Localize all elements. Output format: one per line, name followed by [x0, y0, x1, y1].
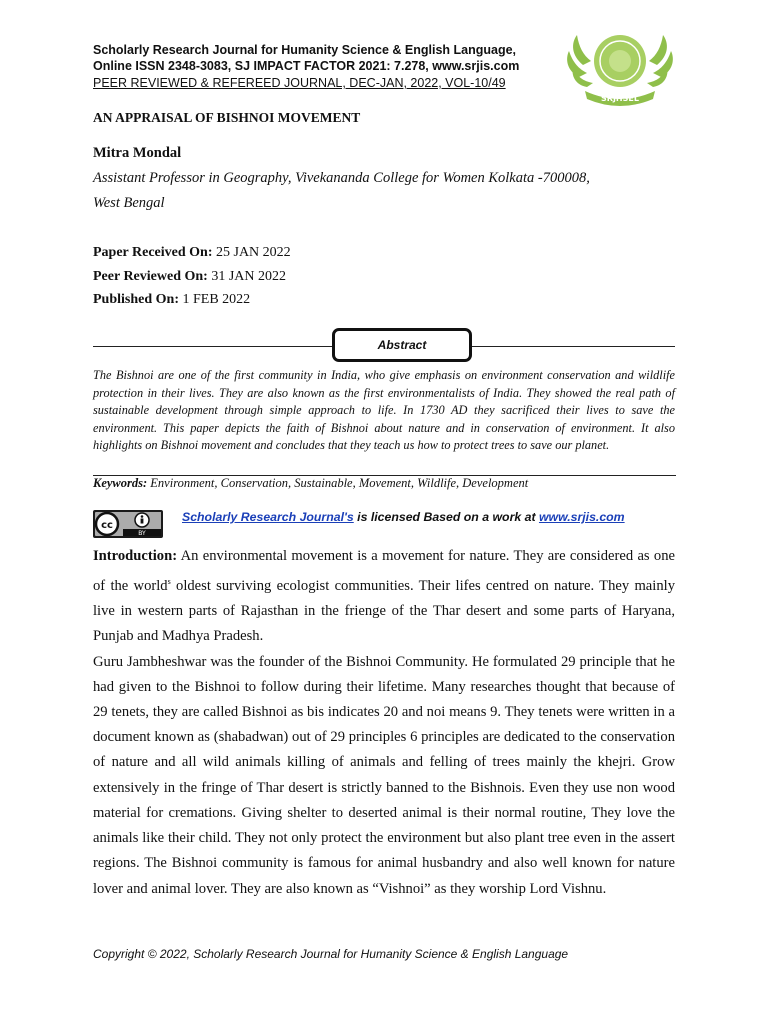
copyright-footer: Copyright © 2022, Scholarly Research Journal for Humanity Science & English Language [93, 947, 569, 961]
abstract-heading: Abstract [332, 328, 472, 362]
body-paragraph: Guru Jambheshwar was the founder of the Bishnoi Community. He formulated 29 principle that he had given to the Bishnoi to follow during their lifetime. Many researches thought that because of 29 tenets, they are called Bishnoi as bis indicates 20 and noi means 9. They tenets were written in a document known as (shabadwan) out of 29 principles 6 principles are dedicated to the conservation of nature and all wild animals killing of animals and felling of trees mainly the khejri. Grow extensively in the fringe of Thar desert is strictly banned to the Bishnois. Even they use non wood material for cremations. Giving shelter to deserted animal is their normal routine, They love the animals like their child. They not only protect the environment but also plant tree even in the assert regions. The Bishnoi community is famous for animal husbandry and also well known for nature lover and animal lover. They are also known as “Vishnoi” as they worship Lord Vishnu. [93, 653, 675, 897]
journal-volume: PEER REVIEWED & REFEREED JOURNAL, DEC-JAN, 2022, VOL-10/49 [93, 76, 506, 90]
paper-title: AN APPRAISAL OF BISHNOI MOVEMENT [93, 110, 361, 125]
published-date: Published On: 1 FEB 2022 [93, 292, 251, 307]
cc-by-license-icon[interactable] [93, 510, 163, 538]
abstract-divider-right [472, 346, 675, 347]
reviewed-date: Peer Reviewed On: 31 JAN 2022 [93, 269, 286, 284]
cc-text: cc [101, 520, 113, 531]
license-statement: Scholarly Research Journal's is licensed Based on a work at www.srjis.com [182, 510, 625, 524]
keywords: Keywords: Environment, Conservation, Sustainable, Movement, Wildlife, Development [93, 476, 529, 490]
journal-seal-logo [565, 25, 675, 110]
author-affiliation-line1: Assistant Professor in Geography, Vivekananda College for Women Kolkata -700008, [93, 170, 590, 186]
author-affiliation-line2: West Bengal [93, 195, 165, 211]
received-date: Paper Received On: 25 JAN 2022 [93, 245, 291, 260]
abstract-text: The Bishnoi are one of the first community in India, who give emphasis on environment conservation and wildlife protection in their lives. They are also known as the first environmentalists of India. They showed the real path of sustainable development through simple approach to life. In 1730 AD they sacrificed their lives to save the environment. This paper depicts the faith of Bishnoi about nature and in conservation of environment. It also highlights on Bishnoi movement and concludes that they teach us how to protect trees to save our planet. [93, 368, 675, 452]
author-name: Mitra Mondal [93, 145, 182, 161]
journal-name: Scholarly Research Journal for Humanity Science & English Language, [93, 43, 517, 57]
by-text: BY [138, 530, 146, 537]
website-link[interactable]: www.srjis.com [538, 510, 625, 524]
journal-issn: Online ISSN 2348-3083, SJ IMPACT FACTOR 2021: 7.278, www.srjis.com [93, 59, 520, 73]
seal-text: SRJHSEL [601, 94, 639, 103]
intro-paragraph: Introduction: An environmental movement is a movement for nature. They are considered as one of the world$^s$ oldest surviving ecologist communities. Their lifes centred on nature. They mainly live in western parts of Rajasthan in the frienge of the Thar desert and some parts of Haryana, Punjab and Madhya Pradesh. [93, 548, 675, 645]
body-text [93, 544, 675, 902]
journal-link[interactable]: Scholarly Research Journal's [182, 510, 354, 524]
abstract-divider-left [93, 346, 333, 347]
